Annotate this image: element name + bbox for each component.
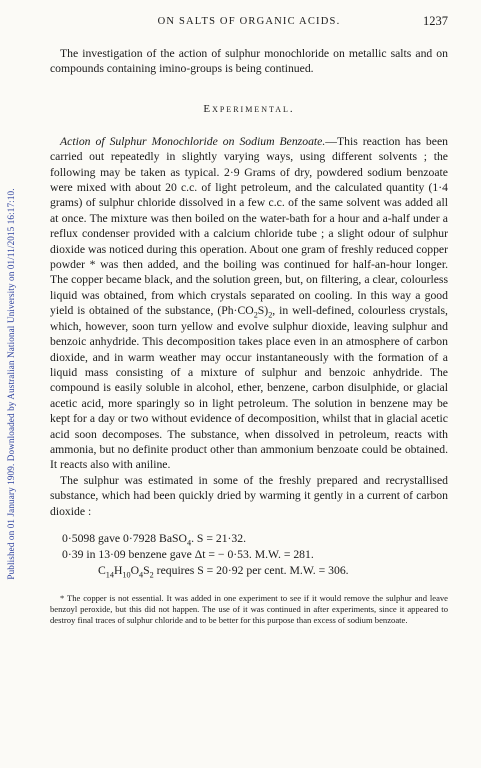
- footnote: * The copper is not essential. It was added in one experiment to see if it would remove the sulphur and leave benzoyl peroxide, but this did not happen. The use of it was continued in after experiments, since it appeared to destroy final traces of sulphur chloride and to be better for this purpose than excess of sodium benzoate.: [50, 592, 448, 626]
- intro-paragraph: The investigation of the action of sulphur monochloride on metallic salts and on compounds containing imino-groups is being continued.: [50, 47, 448, 76]
- formula-middle: S): [257, 304, 269, 318]
- journal-page: [50, 14, 448, 626]
- page-header: [50, 14, 448, 34]
- page-number: 1237: [423, 14, 448, 28]
- section-heading: Experimental.: [203, 102, 295, 115]
- download-stamp: [0, 0, 22, 768]
- formula-subscript-2: 2: [268, 310, 273, 320]
- running-title: ON SALTS OF ORGANIC ACIDS.: [157, 16, 341, 27]
- calc-line-3: $C_{14}H_{10}O_4S_2$ requires S = 20·92 per cent. M.W. = 306.: [98, 563, 349, 580]
- calc-line-1: 0·5098 gave 0·7928 BaSO$_4$. S = 21·32.: [62, 531, 247, 548]
- action-paragraph: [50, 134, 448, 473]
- calculations: [62, 531, 448, 579]
- download-stamp-text: Published on 01 January 1909. Downloaded by Australian National University on 01/11/2015 16:17:10.: [6, 188, 16, 580]
- formula-subscript-1: 2: [253, 310, 258, 320]
- action-paragraph-text-2: , in well-defined, colourless crystals, which, however, soon turn yellow and evolve sulphur dioxide, leaving sulphur and benzoic anhydride. This decomposition takes place even in an atmosphere of carbon dioxide, and in warm weather may occur instantaneously with the formation of a liquid mass consisting of a mixture of sulphur and benzoic anhydride. The compound is easily soluble in alcohol, ether, benzene, carbon disulphide, or glacial acetic acid, more sparingly so in light petroleum. The solution in benzene may be kept for a day or two without evidence of decomposition, whilst that in glacial acetic acid soon decomposes. The substance, when dissolved in petroleum, reacts with ammonia, but no definite product other than ammonium benzoate could be obtained. It reacts also with aniline.: [50, 304, 448, 472]
- action-paragraph-lead: Action of Sulphur Monochloride on Sodium Benzoate.: [60, 134, 326, 148]
- sulphur-paragraph: The sulphur was estimated in some of the freshly prepared and recrystallised substance, which had been quickly dried by warming it gently in a current of carbon dioxide :: [50, 473, 448, 518]
- calc-line-2: 0·39 in 13·09 benzene gave Δt = − 0·53. M.W. = 281.: [62, 547, 314, 561]
- action-paragraph-text-1: —This reaction has been carried out repeatedly in slightly varying ways, using different solvents ; the following may be taken as typical. 2·9 Grams of dry, powdered sodium benzoate were mixed with about 20 c.c. of light petroleum, and the calculated quantity (1·4 grams) of sulphur chloride dissolved in a few c.c. of the same solvent was added all at once. The mixture was then boiled on the water-bath for a hour and a-half under a reflux condenser provided with a calcium chloride tube ; a slight odour of sulphur dioxide was noticed during this operation. About one gram of freshly reduced copper powder * was then added, and the boiling was continued for half-an-hour longer. The copper became black, and the solution green, but, on filtering, a clear, colourless liquid was obtained, from which crystals separated on cooling. In this way a good yield is obtained of the substance, (Ph·CO: [50, 134, 448, 318]
